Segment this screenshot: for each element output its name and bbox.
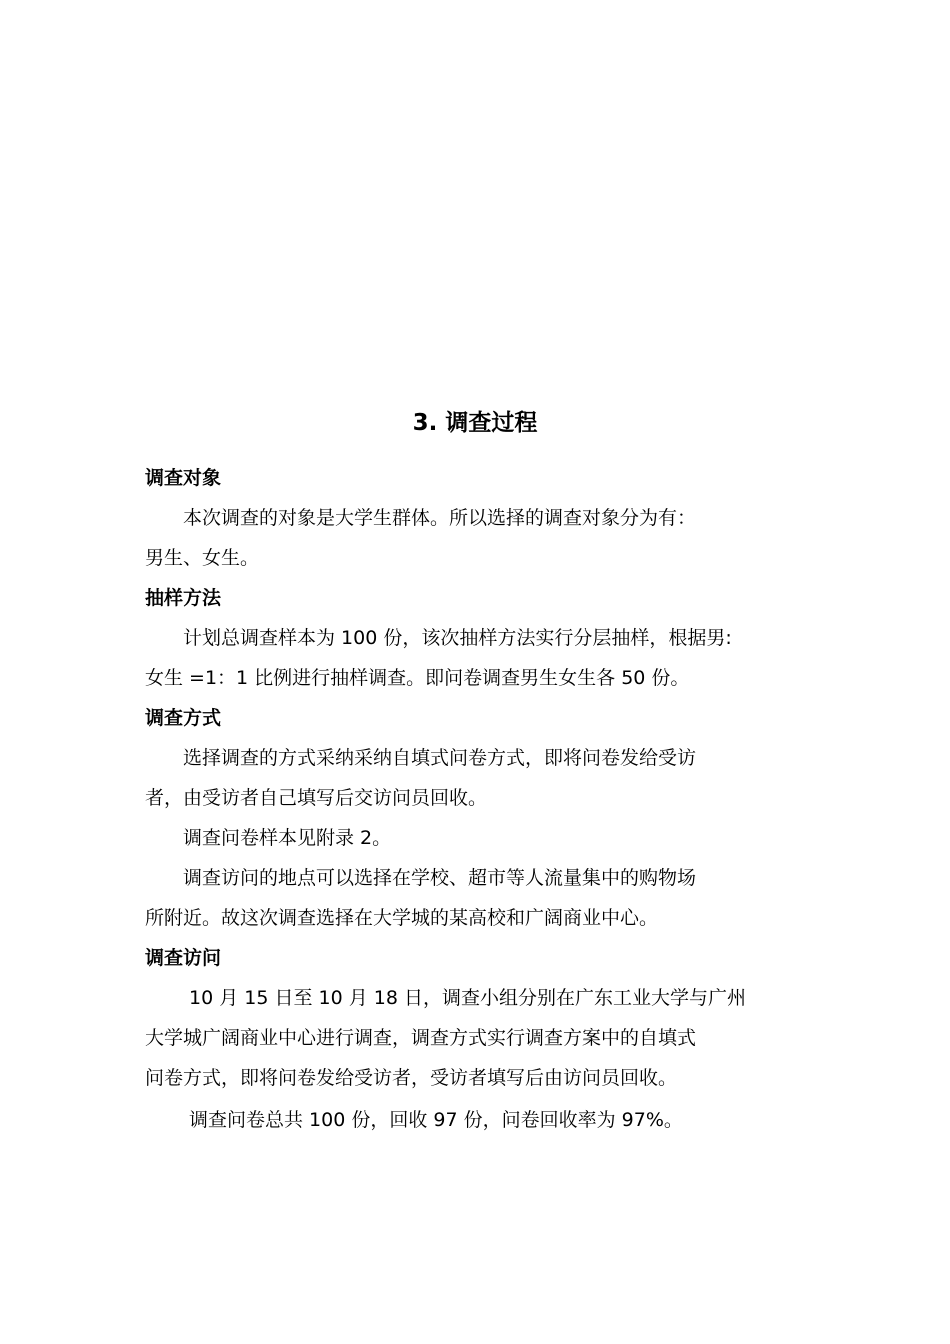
paragraph-line: 大学城广阔商业中心进行调查，调查方式实行调查方案中的自填式	[145, 1027, 697, 1049]
section-title: 3. 调查过程	[412, 410, 538, 436]
heading-survey-subject: 调查对象	[145, 467, 222, 489]
paragraph-line: 选择调查的方式采纳采纳自填式问卷方式，即将问卷发给受访	[183, 747, 697, 769]
paragraph-line: 调查问卷总共 100 份，回收 97 份，问卷回收率为 97%。	[189, 1109, 683, 1131]
paragraph-line: 调查访问的地点可以选择在学校、超市等人流量集中的购物场	[183, 867, 697, 889]
paragraph-line: 所附近。故这次调查选择在大学城的某高校和广阔商业中心。	[145, 907, 659, 929]
paragraph-line: 男生、女生。	[145, 547, 260, 569]
heading-survey-method: 调查方式	[145, 707, 222, 729]
paragraph-line: 者，由受访者自己填写后交访问员回收。	[145, 787, 488, 809]
paragraph-line: 调查问卷样本见附录 2。	[183, 827, 392, 849]
paragraph-line: 女生 =1：1 比例进行抽样调查。即问卷调查男生女生各 50 份。	[145, 667, 690, 689]
paragraph-line: 计划总调查样本为 100 份，该次抽样方法实行分层抽样，根据男:	[183, 627, 732, 649]
heading-survey-visit: 调查访问	[145, 947, 222, 969]
heading-sampling-method: 抽样方法	[145, 587, 222, 609]
paragraph-line: 10 月 15 日至 10 月 18 日，调查小组分别在广东工业大学与广州	[189, 987, 746, 1009]
paragraph-line: 本次调查的对象是大学生群体。所以选择的调查对象分为有：	[183, 507, 697, 529]
paragraph-line: 问卷方式，即将问卷发给受访者，受访者填写后由访问员回收。	[145, 1067, 678, 1089]
